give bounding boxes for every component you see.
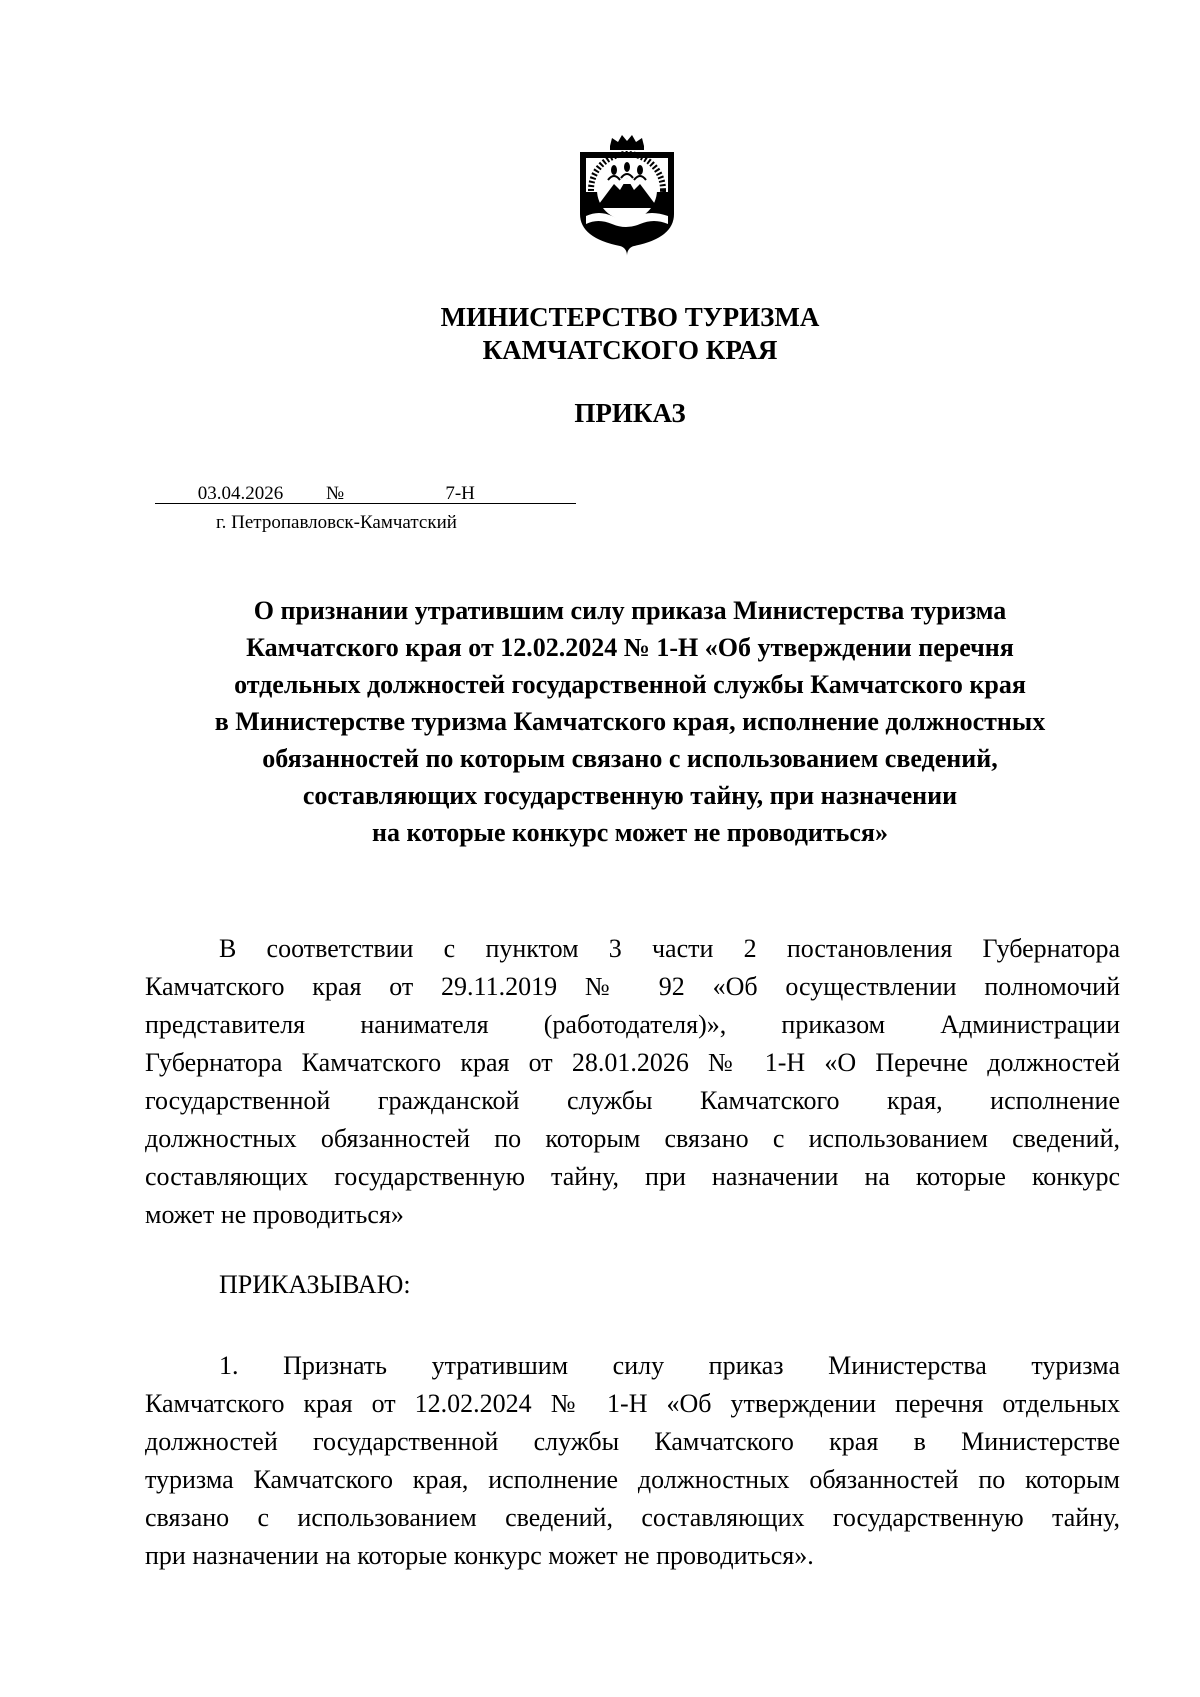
- subject-line: Камчатского края от 12.02.2024 № 1-Н «Об утверждении перечня: [246, 633, 1014, 662]
- preamble-line: составляющих государственную тайну, при назначении на которые конкурс: [145, 1162, 1120, 1191]
- subject-line: на которые конкурс может не проводиться»: [372, 818, 888, 847]
- preamble-paragraph: [145, 930, 1120, 1234]
- ministry-title-line2: КАМЧАТСКОГО КРАЯ: [482, 335, 778, 365]
- item-1-line: должностей государственной службы Камчатского края в Министерстве: [145, 1427, 1120, 1456]
- item-1-line: Камчатского края от 12.02.2024 № 1-Н «Об утверждении перечня отдельных: [145, 1389, 1120, 1418]
- document-subject: [130, 592, 1130, 851]
- item-1-line: при назначении на которые конкурс может не проводиться».: [145, 1541, 814, 1570]
- subject-line: отдельных должностей государственной службы Камчатского края: [234, 670, 1026, 699]
- item-1-line: 1. Признать утратившим силу приказ Министерства туризма: [219, 1351, 1120, 1380]
- document-date: 03.04.2026: [155, 482, 326, 504]
- item-1-line: туризма Камчатского края, исполнение должностных обязанностей по которым: [145, 1465, 1120, 1494]
- preamble-line: представителя нанимателя (работодателя)», приказом Администрации: [145, 1010, 1120, 1039]
- item-1-line: связано с использованием сведений, составляющих государственную тайну,: [145, 1503, 1120, 1532]
- document-number: 7-Н: [344, 482, 576, 504]
- subject-line: в Министерстве туризма Камчатского края, исполнение должностных: [214, 707, 1046, 736]
- ministry-title-line1: МИНИСТЕРСТВО ТУРИЗМА: [440, 302, 820, 332]
- item-1-paragraph: [145, 1347, 1120, 1575]
- preamble-line: может не проводиться»: [145, 1200, 404, 1229]
- subject-line: обязанностей по которым связано с использованием сведений,: [262, 744, 998, 773]
- date-number-line: [155, 480, 576, 504]
- subject-line: составляющих государственную тайну, при назначении: [302, 781, 958, 810]
- preamble-line: государственной гражданской службы Камчатского края, исполнение: [145, 1086, 1120, 1115]
- document-city: г. Петропавловск-Камчатский: [216, 512, 457, 533]
- number-sign: №: [326, 483, 345, 504]
- preamble-line: В соответствии с пунктом 3 части 2 постановления Губернатора: [219, 934, 1120, 963]
- preamble-line: должностных обязанностей по которым связано с использованием сведений,: [145, 1124, 1120, 1153]
- crown-icon: [610, 135, 644, 150]
- subject-line: О признании утратившим силу приказа Министерства туризма: [253, 596, 1007, 625]
- directive-heading: ПРИКАЗЫВАЮ:: [219, 1270, 411, 1299]
- preamble-line: Камчатского края от 29.11.2019 № 92 «Об осуществлении полномочий: [145, 972, 1120, 1001]
- preamble-line: Губернатора Камчатского края от 28.01.2026 № 1-Н «О Перечне должностей: [145, 1048, 1120, 1077]
- document-type: ПРИКАЗ: [574, 398, 686, 428]
- coat-of-arms-emblem: [574, 132, 680, 260]
